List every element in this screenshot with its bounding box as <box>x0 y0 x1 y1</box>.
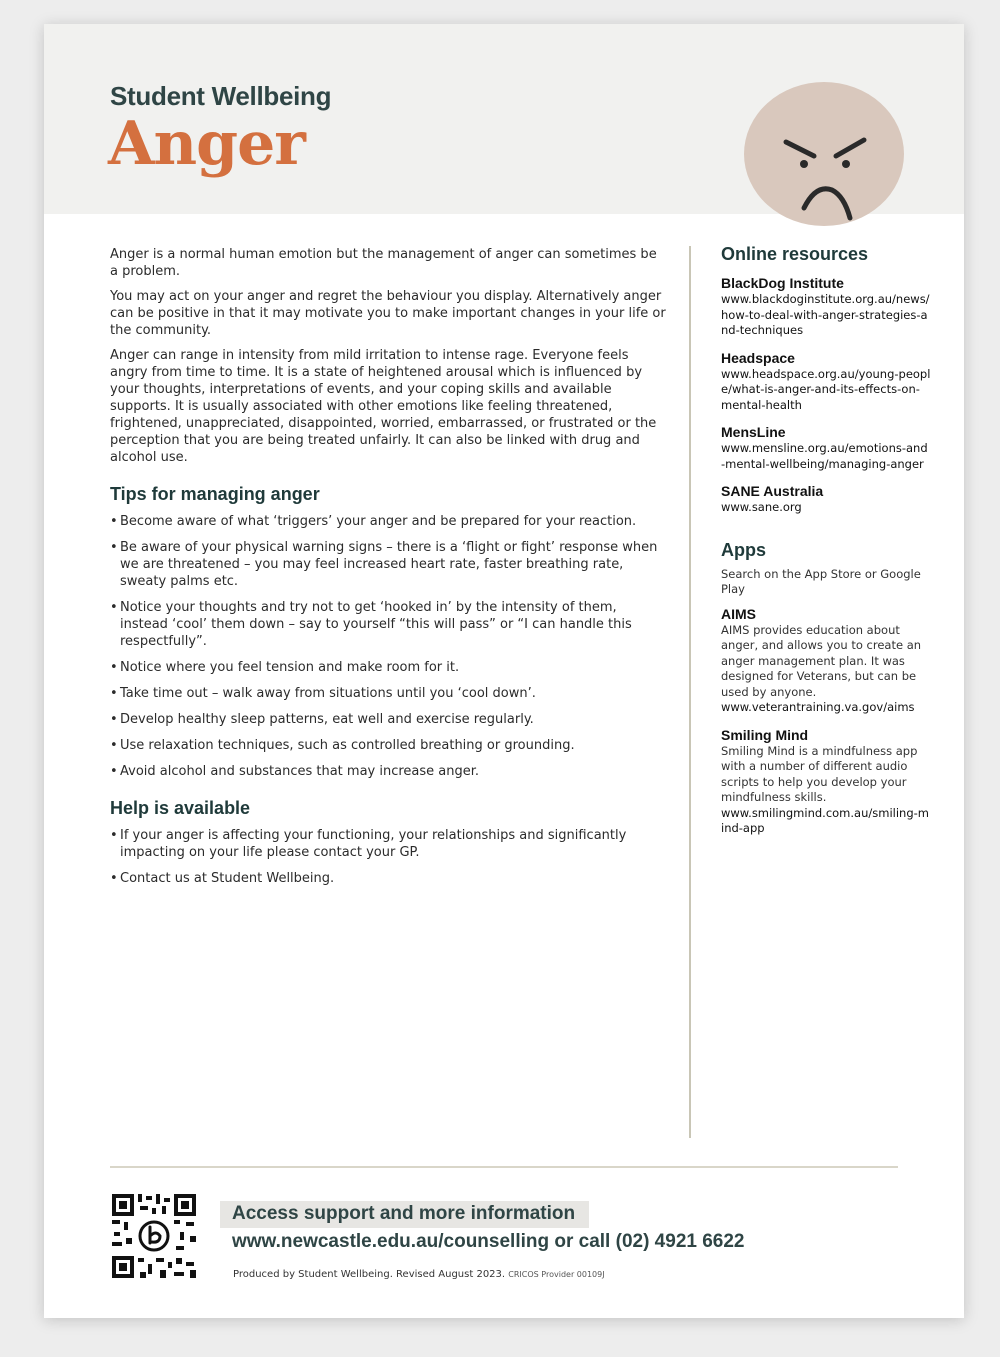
resource-link[interactable]: www.headspace.org.au/young-people/what-is-anger-and-its-effects-on-mental-health <box>721 366 931 412</box>
cta-banner: Access support and more information <box>220 1201 589 1228</box>
resource-link[interactable]: www.blackdoginstitute.org.au/news/how-to-deal-with-anger-strategies-and-techniques <box>721 292 930 337</box>
apps-heading: Apps <box>721 539 766 560</box>
apps-intro: Search on the App Store or Google Play <box>721 566 921 596</box>
tips-list-item: • Avoid alcohol and substances that may increase anger. <box>110 763 666 780</box>
credit-line <box>233 1269 605 1280</box>
tips-list-item: • Become aware of what ‘triggers’ your anger and be prepared for your reaction. <box>110 513 666 530</box>
app-item <box>721 727 931 837</box>
app-item <box>721 606 931 716</box>
footer-divider <box>110 1166 898 1168</box>
tips-list-item: • Be aware of your physical warning signs – there is a ‘flight or fight’ response when we are threatened – you may feel increased heart rate, faster breathing rate, sweaty palms etc. <box>110 539 666 590</box>
resource-name: Headspace <box>721 349 795 366</box>
intro-paragraph: Anger can range in intensity from mild irritation to intense rage. Everyone feels angry from time to time. It is a state of heightened arousal which is influenced by your thoughts, interpretations of events, and your coping skills and available supports. It is usually associated with other emotions like feeling threatened, frightened, unappreciated, disappointed, worried, embarrassed, or frustrated or the perception that you are being treated unfairly. It can also be linked with drug and alcohol use. <box>110 348 657 465</box>
resource-link[interactable]: www.sane.org <box>721 500 802 514</box>
help-heading: Help is available <box>110 798 251 818</box>
tips-list-item: • Develop healthy sleep patterns, eat well and exercise regularly. <box>110 711 666 728</box>
contact-line[interactable]: www.newcastle.edu.au/counselling or call (02) 4921 6622 <box>232 1231 745 1252</box>
resource-item <box>721 275 931 339</box>
help-list-item: • Contact us at Student Wellbeing. <box>110 870 666 887</box>
app-name: AIMS <box>721 605 756 622</box>
resource-link[interactable]: www.mensline.org.au/emotions-and-mental-wellbeing/managing-anger <box>721 441 928 471</box>
resource-item <box>721 483 931 516</box>
page-title: Anger <box>108 109 305 179</box>
flyer-page <box>44 24 964 1318</box>
intro-paragraph: You may act on your anger and regret the behaviour you display. Alternatively anger can be positive in that it may motivate you to make important changes in your life or the community. <box>110 289 666 338</box>
main-column <box>110 246 666 896</box>
tips-list-item: • Use relaxation techniques, such as controlled breathing or grounding. <box>110 737 666 754</box>
app-link[interactable]: www.veterantraining.va.gov/aims <box>721 700 915 714</box>
kicker-title: Student Wellbeing <box>110 81 332 111</box>
online-resources-heading: Online resources <box>721 244 869 264</box>
app-link[interactable]: www.smilingmind.com.au/smiling-mind-app <box>721 805 929 835</box>
resource-item <box>721 424 931 472</box>
intro-paragraph: Anger is a normal human emotion but the management of anger can sometimes be a problem. <box>110 247 657 279</box>
app-description: Smiling Mind is a mindfulness app with a number of different audio scripts to help you develop your mindfulness skills. <box>721 743 918 804</box>
sidebar <box>721 244 931 848</box>
angry-face-icon <box>742 80 906 230</box>
resource-item <box>721 350 931 414</box>
tips-list-item: • Take time out – walk away from situations until you ‘cool down’. <box>110 685 666 702</box>
help-list <box>110 827 666 887</box>
tips-list-item: • Notice your thoughts and try not to get ‘hooked in’ by the intensity of them, instead ‘cool’ them down – say to yourself “this will pass” or “I can handle this respectfully”. <box>110 599 666 650</box>
tips-list <box>110 513 666 780</box>
app-name: Smiling Mind <box>721 726 809 743</box>
tips-heading: Tips for managing anger <box>110 484 320 504</box>
cricos-text: CRICOS Provider 00109J <box>508 1270 605 1279</box>
credit-text: Produced by Student Wellbeing. Revised August 2023. <box>233 1269 506 1280</box>
qr-code-icon[interactable] <box>110 1192 198 1280</box>
resource-name: MensLine <box>721 424 786 440</box>
apps-section <box>721 540 931 837</box>
tips-list-item: • Notice where you feel tension and make room for it. <box>110 659 666 676</box>
resource-name: SANE Australia <box>721 483 824 499</box>
resource-name: BlackDog Institute <box>721 275 844 291</box>
help-list-item: • If your anger is affecting your functioning, your relationships and significantly impacting on your life please contact your GP. <box>110 827 666 861</box>
column-divider <box>689 246 691 1138</box>
app-description: AIMS provides education about anger, and allows you to create an anger management plan. It was designed for Veterans, but can be used by anyone. <box>721 622 922 699</box>
header-band <box>44 24 964 214</box>
